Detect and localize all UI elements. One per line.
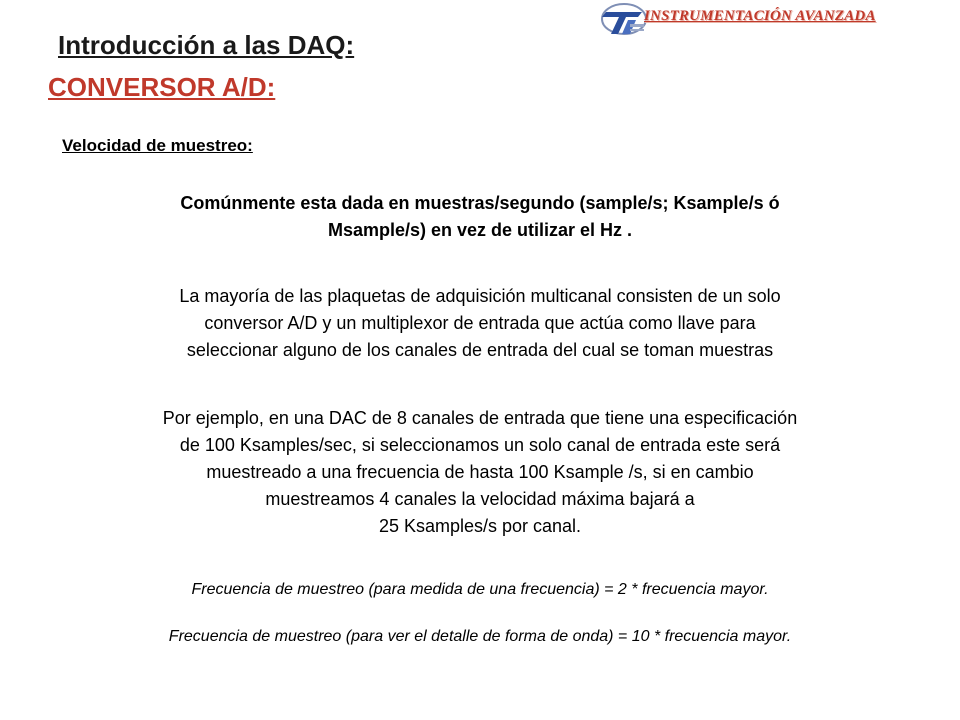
paragraph-line: seleccionar alguno de los canales de entrada del cual se toman muestras [186,340,774,360]
paragraph-line: muestreamos 4 canales la velocidad máxima bajará a [265,489,695,509]
section-heading: Velocidad de muestreo: [62,136,253,155]
paragraph-line: conversor A/D y un multiplexor de entrada que actúa como llave para [204,313,756,333]
paragraph-multichannel [40,283,920,364]
paragraph-line: muestreado a una frecuencia de hasta 100 Ksample /s, si en cambio [206,462,754,482]
paragraph-line: Por ejemplo, en una DAC de 8 canales de entrada que tiene una especificación [162,408,798,428]
header-brand [600,2,956,36]
formula-frequency-measure: Frecuencia de muestreo (para medida de una frecuencia) = 2 * frecuencia mayor. [191,581,769,598]
page-subtitle: CONVERSOR A/D: [48,72,276,102]
formula-waveform-detail: Frecuencia de muestreo (para ver el detalle de forma de onda) = 10 * frecuencia mayor. [168,628,792,645]
brand-title: INSTRUMENTACIÓN AVANZADA [644,8,876,24]
paragraph-line: Msample/s) en vez de utilizar el Hz . [327,220,633,240]
paragraph-line: Comúnmente esta dada en muestras/segundo (sample/s; Ksample/s ó [180,193,780,213]
paragraph-line: de 100 Ksamples/sec, si seleccionamos un solo canal de entrada este será [179,435,781,455]
paragraph-line: 25 Ksamples/s por canal. [378,516,582,536]
paragraph-sampling-units [40,190,920,244]
paragraph-line: La mayoría de las plaquetas de adquisición multicanal consisten de un solo [179,286,781,306]
paragraph-example [40,405,920,540]
page-title: Introducción a las DAQ: [58,30,355,60]
